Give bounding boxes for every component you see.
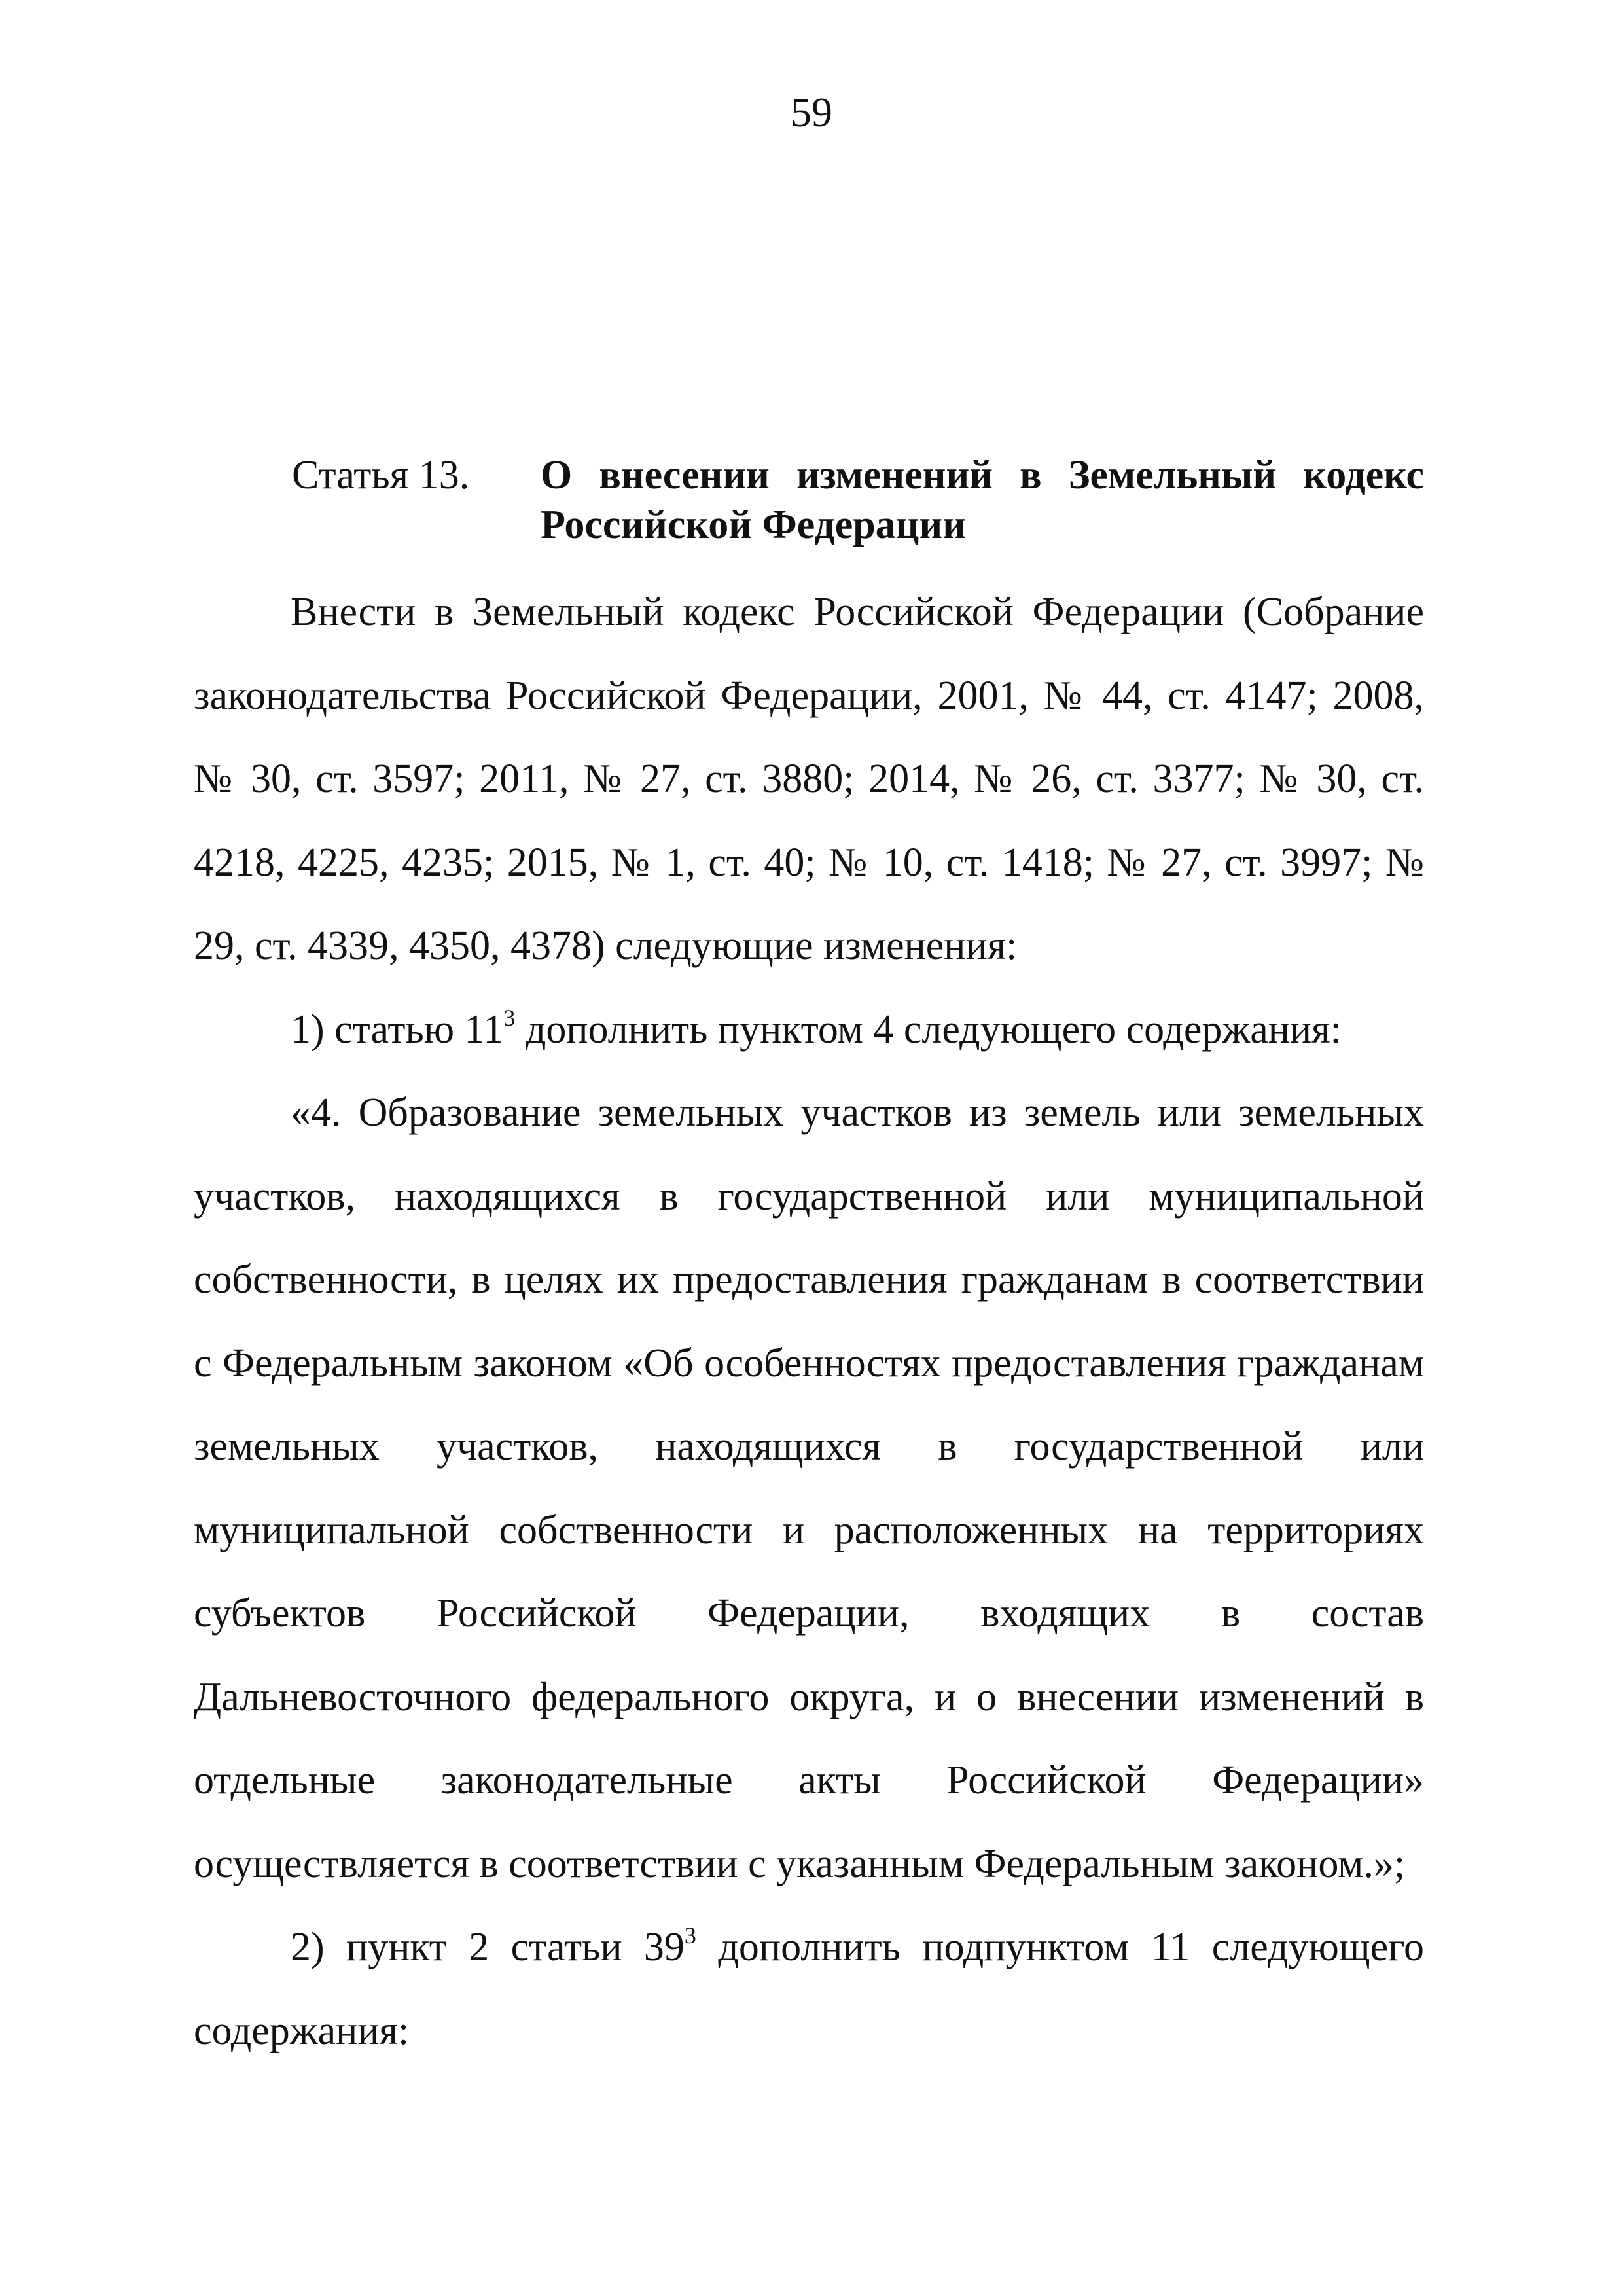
article-number: Статья 13. [292, 453, 470, 497]
article-heading [292, 450, 1424, 550]
paragraph-item-2-start: 2) пункт 2 статьи 39 [291, 1925, 685, 1969]
article-title [541, 450, 1424, 550]
paragraph-intro: Внести в Земельный кодекс Российской Федерации (Собрание законодательства Российской Федерации, 2001, № 44, ст. 4147; 2008, № 30, ст. 3597; 2011, № 27, ст. 3880; 2014, № 26, ст. 3377; № 30, ст. 4218, 4225, 4235; 2015, № 1, ст. 40; № 10, ст. 1418; № 27, ст. 3997; № 29, ст. 4339, 4350, 4378) следующие изменения: [194, 590, 1424, 968]
superscript-3: 3 [503, 1004, 516, 1031]
superscript-3: 3 [684, 1922, 696, 1948]
paragraph-item-2-end: дополнить подпунктом 11 следующего содержания: [194, 1925, 1424, 2053]
document-body [194, 571, 1424, 2073]
page-number: 59 [791, 89, 832, 135]
paragraph-quoted-text: «4. Образование земельных участков из земель или земельных участков, находящихся в государственной или муниципальной собственности, в целях их предоставления гражданам в соответствии с Федеральным законом «Об особенностях предоставления гражданам земельных участков, находящихся в государственной или муниципальной собственности и расположенных на территориях субъектов Российской Федерации, входящих в состав Дальневосточного федерального округа, и о внесении изменений в отдельные законодательные акты Российской Федерации» осуществляется в соответствии с указанным Федеральным законом.»; [194, 1090, 1424, 1886]
paragraph-item-1 [194, 988, 1424, 1072]
article-title-line-1: О внесении изменений в Земельный кодекс [541, 453, 1424, 497]
paragraph-item-2 [194, 1906, 1424, 2073]
article-title-line-2: Российской Федерации [541, 503, 966, 547]
paragraph-item-1-end: дополнить пунктом 4 следующего содержания: [515, 1007, 1342, 1052]
paragraph-item-1-start: 1) статью 11 [291, 1007, 504, 1052]
